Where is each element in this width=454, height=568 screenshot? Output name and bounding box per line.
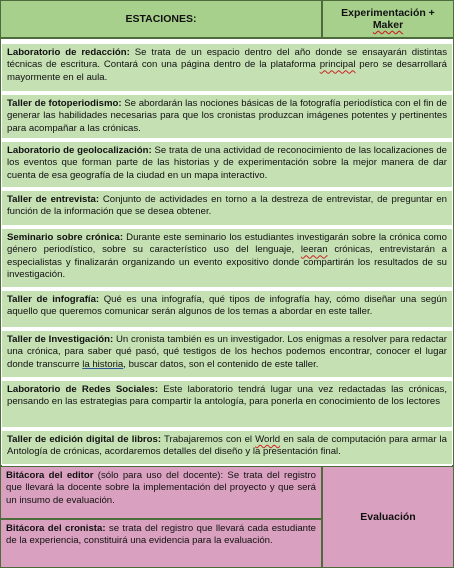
station-title: Laboratorio de geolocalización: [7,145,152,156]
station-text: Conjunto de actividades en torno a la destreza de entrevistar, de preguntar en función de la información que se desea obtener. [7,194,447,218]
station-row-seminario-cronica [2,227,452,289]
station-row-infografia [2,289,452,329]
bitacora-cronista-cell [0,519,322,568]
station-text: Se trata de una actividad de reconocimiento de las localizaciones de los eventos que forman parte de las historias y de experimentación sobre la mejor manera de dar cuenta de esa geografía de la ciudad en un mapa interactivo. [7,145,447,181]
station-row-entrevista [2,189,452,227]
evaluation-cell [322,466,454,568]
bitacora-cronista-text: se trata del registro que llevará cada estudiante de la experiencia, constituirá una evidencia para la evaluación. [6,523,316,547]
station-text-marked: World [255,434,281,445]
stations-header [0,0,322,38]
station-row-fotoperiodismo [2,93,452,140]
station-text: Este laboratorio tendrá lugar una vez redactadas las crónicas, pensando en las estrategias para compartir la antología, para ponerla en conocimiento de los lectores [7,384,447,408]
bitacora-editor-text: (sólo para uso del docente): Se trata del registro que llevará la docente sobre la implementación del proyecto y que será un insumo de evaluación. [6,470,316,506]
station-title: Taller de edición digital de libros: [7,434,162,445]
station-row-edicion-digital [2,429,452,466]
station-text: Qué es una infografía, qué tipos de infografía hay, cómo diseñar una según aquello que queremos comunicar serán algunos de los temas a abordar en este taller. [7,294,448,318]
experimentation-header-line1: Experimentación + [341,7,435,19]
station-title: Taller de fotoperiodismo: [7,98,122,109]
station-text: Se abordarán las nociones básicas de la fotografía periodística con el fin de generar las habilidades necesarias para que los cronistas produzcan imágenes potentes y pertinentes para acompañar a las crónicas. [7,98,447,134]
evaluation-label: Evaluación [360,511,416,523]
station-text: Un cronista también es un investigador. Los enigmas a resolver para redactar una crónica, para saber qué pasó, qué testigos de los hechos podemos encontrar, conocer el lugar donde transcurre [7,334,447,370]
experimentation-header-line2: Maker [372,19,404,31]
station-row-geolocalizacion [2,140,452,189]
station-text: en sala de computación para armar la Antología de crónicas, acordaremos detalles del diseño y la presentación final. [7,434,448,458]
station-row-redaccion [2,42,452,93]
station-text: , buscar datos, son el contenido de este taller. [123,358,319,370]
station-title: Laboratorio de redacción: [7,47,130,58]
station-text-underlined: la historia [82,358,124,370]
station-text: Trabajaremos con el [161,434,256,445]
station-text-marked: principal [319,59,356,71]
station-row-redes-sociales [2,379,452,429]
station-text: Se trata de un espacio dentro del año donde se ensayarán distintas técnicas de escritura. Contará con una página dentro de la plataforma [7,47,447,71]
station-title: Taller de infografía: [7,294,100,305]
station-text: crónicas, entrevistarán a especialistas y finalizarán organizando un evento expositivo donde compartirán los resultados de su investigación. [7,244,447,281]
station-text-marked: leeran [300,244,328,256]
experimentation-header [322,0,454,38]
station-text: pero se desarrollará mayormente en el aula. [7,59,447,83]
station-title: Seminario sobre crónica: [7,232,124,243]
station-row-investigacion [2,329,452,379]
station-text: Durante este seminario los estudiantes investigarán sobre la crónica como género periodístico, sobre su característico uso del lenguaje, [7,232,447,256]
bitacora-editor-title: Bitácora del editor [6,470,94,481]
experimentation-header-text [341,7,435,31]
station-title: Taller de Investigación: [7,334,114,345]
station-title: Laboratorio de Redes Sociales: [7,384,159,395]
station-title: Taller de entrevista: [7,194,100,205]
bitacora-editor-cell [0,466,322,519]
bitacora-cronista-title: Bitácora del cronista: [6,523,106,534]
stations-header-label: ESTACIONES: [125,13,197,25]
